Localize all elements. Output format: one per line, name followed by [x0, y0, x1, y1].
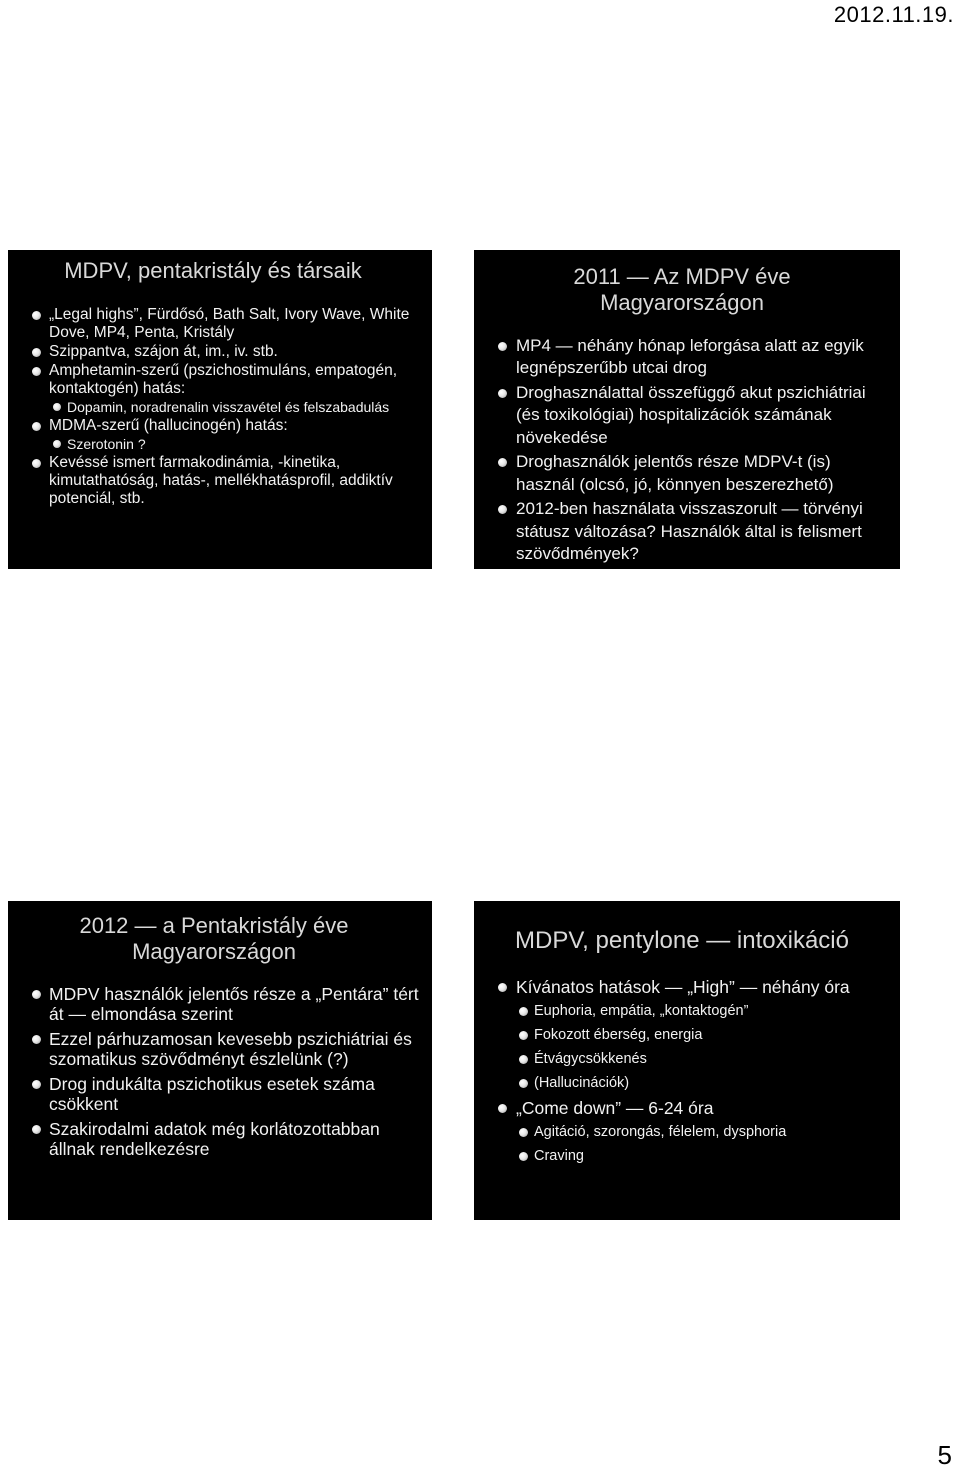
sub-list-item-text: Euphoria, empátia, „kontaktogén”: [534, 1002, 749, 1019]
bullet-icon: [32, 1035, 41, 1044]
sub-list: [516, 1120, 890, 1168]
bullet-icon: [498, 505, 507, 514]
list-item: [474, 335, 890, 380]
list-item-text: Szippantva, szájon át, im., iv. stb.: [49, 343, 278, 361]
sub-list: [49, 435, 418, 453]
bullet-icon: [32, 311, 41, 320]
page-date: 2012.11.19.: [833, 2, 954, 27]
slide-title-line: 2011 — Az MDPV éve: [573, 264, 791, 289]
sub-list-item-text: Fokozott éberség, energia: [534, 1026, 703, 1043]
sub-list: [516, 999, 890, 1095]
bullet-icon: [498, 1104, 507, 1113]
bullet-list: [8, 306, 418, 508]
list-item: [8, 306, 418, 342]
sub-list-item-text: Dopamin, noradrenalin visszavétel és felszabadulás: [67, 399, 390, 416]
sub-list-item: [49, 435, 418, 453]
sub-list-item: [516, 1071, 890, 1095]
sub-list-item: [516, 1023, 890, 1047]
list-item: [8, 1074, 420, 1115]
bullet-list: [8, 984, 420, 1160]
bullet-icon: [519, 1079, 528, 1088]
list-item-text: 2012-ben használata visszaszorult — törvényi státusz változása? Használók által is felismert szövődmények?: [516, 499, 863, 564]
slide-title: [474, 264, 890, 317]
sub-list: [49, 398, 418, 416]
bullet-icon: [32, 348, 41, 357]
bullet-icon: [519, 1007, 528, 1016]
list-item-text: MDPV használók jelentős része a „Pentára” tért át — elmondása szerint: [49, 983, 419, 1025]
bullet-icon: [32, 990, 41, 999]
list-item-text: Drog indukálta pszichotikus esetek száma csökkent: [49, 1073, 375, 1115]
bullet-list: [474, 976, 890, 1168]
list-item-text: MDMA-szerű (hallucinogén) hatás:: [49, 417, 288, 435]
list-item: [474, 382, 890, 450]
bullet-icon: [32, 459, 41, 468]
list-item: [474, 451, 890, 496]
bullet-icon: [498, 389, 507, 398]
slide-title-line: Magyarországon: [132, 939, 296, 965]
slide-2011-mdpv: [474, 250, 900, 569]
list-item: [8, 1119, 420, 1160]
list-item: [474, 1097, 890, 1168]
list-item: [8, 1029, 420, 1070]
bullet-icon: [519, 1031, 528, 1040]
bullet-list: [474, 335, 890, 566]
bullet-icon: [53, 403, 61, 411]
list-item-text: Kívánatos hatások — „High” — néhány óra: [516, 976, 850, 997]
sub-list-item-text: Agitáció, szorongás, félelem, dysphoria: [534, 1123, 787, 1140]
bullet-icon: [32, 367, 41, 376]
list-item: [8, 417, 418, 453]
slide-title: MDPV, pentylone — intoxikáció: [515, 927, 849, 954]
sub-list-item-text: Szerotonin ?: [67, 436, 146, 453]
list-item: [8, 454, 418, 508]
sub-list-item: [516, 999, 890, 1023]
list-item: [8, 343, 418, 361]
bullet-icon: [498, 983, 507, 992]
bullet-icon: [519, 1152, 528, 1161]
bullet-icon: [32, 1125, 41, 1134]
sub-list-item-text: (Hallucinációk): [534, 1074, 630, 1091]
sub-list-item: [516, 1120, 890, 1144]
bullet-icon: [32, 422, 41, 431]
slide-title: [8, 913, 420, 966]
list-item: [8, 984, 420, 1025]
bullet-icon: [519, 1055, 528, 1064]
list-item-text: Ezzel párhuzamosan kevesebb pszichiátriai és szomatikus szövődményt észlelünk (?): [49, 1028, 412, 1070]
bullet-icon: [32, 1080, 41, 1089]
list-item: [8, 362, 418, 416]
list-item-text: Szakirodalmi adatok még korlátozottabban állnak rendelkezésre: [49, 1118, 380, 1160]
slide-title-line: 2012 — a Pentakristály éve: [79, 913, 349, 938]
sub-list-item: [516, 1047, 890, 1071]
bullet-icon: [53, 440, 61, 448]
list-item-text: MP4 — néhány hónap leforgása alatt az egyik legnépszerűbb utcai drog: [516, 335, 864, 378]
bullet-icon: [498, 342, 507, 351]
slide-title: MDPV, pentakristály és társaik: [64, 258, 362, 283]
list-item: [474, 498, 890, 566]
list-item-text: Kevéssé ismert farmakodinámia, -kinetika, kimutathatóság, hatás-, mellékhatásprofil, addiktív potenciál, stb.: [49, 454, 393, 508]
list-item: [474, 976, 890, 1095]
list-item-text: Droghasználók jelentős része MDPV-t (is) használ (olcsó, jó, könnyen beszerezhető): [516, 452, 834, 494]
page-number: 5: [937, 1440, 952, 1470]
sub-list-item-text: Craving: [534, 1147, 584, 1164]
list-item-text: Amphetamin-szerű (pszichostimuláns, empatogén, kontaktogén) hatás:: [49, 362, 398, 398]
slide-title-line: Magyarországon: [600, 290, 764, 316]
slide-intoxikacio: [474, 901, 900, 1220]
sub-list-item-text: Étvágycsökkenés: [534, 1050, 647, 1067]
bullet-icon: [498, 458, 507, 467]
sub-list-item: [49, 398, 418, 416]
list-item-text: „Legal highs”, Fürdősó, Bath Salt, Ivory Wave, White Dove, MP4, Penta, Kristály: [49, 306, 410, 342]
list-item-text: Droghasználattal összefüggő akut pszichiátriai (és toxikológiai) hospitalizációk számának növekedése: [516, 382, 866, 447]
slide-mdpv-pentakristaly: [8, 250, 432, 569]
bullet-icon: [519, 1128, 528, 1137]
slide-2012-pentakristaly: [8, 901, 432, 1220]
list-item-text: „Come down” — 6-24 óra: [516, 1097, 714, 1118]
sub-list-item: [516, 1144, 890, 1168]
